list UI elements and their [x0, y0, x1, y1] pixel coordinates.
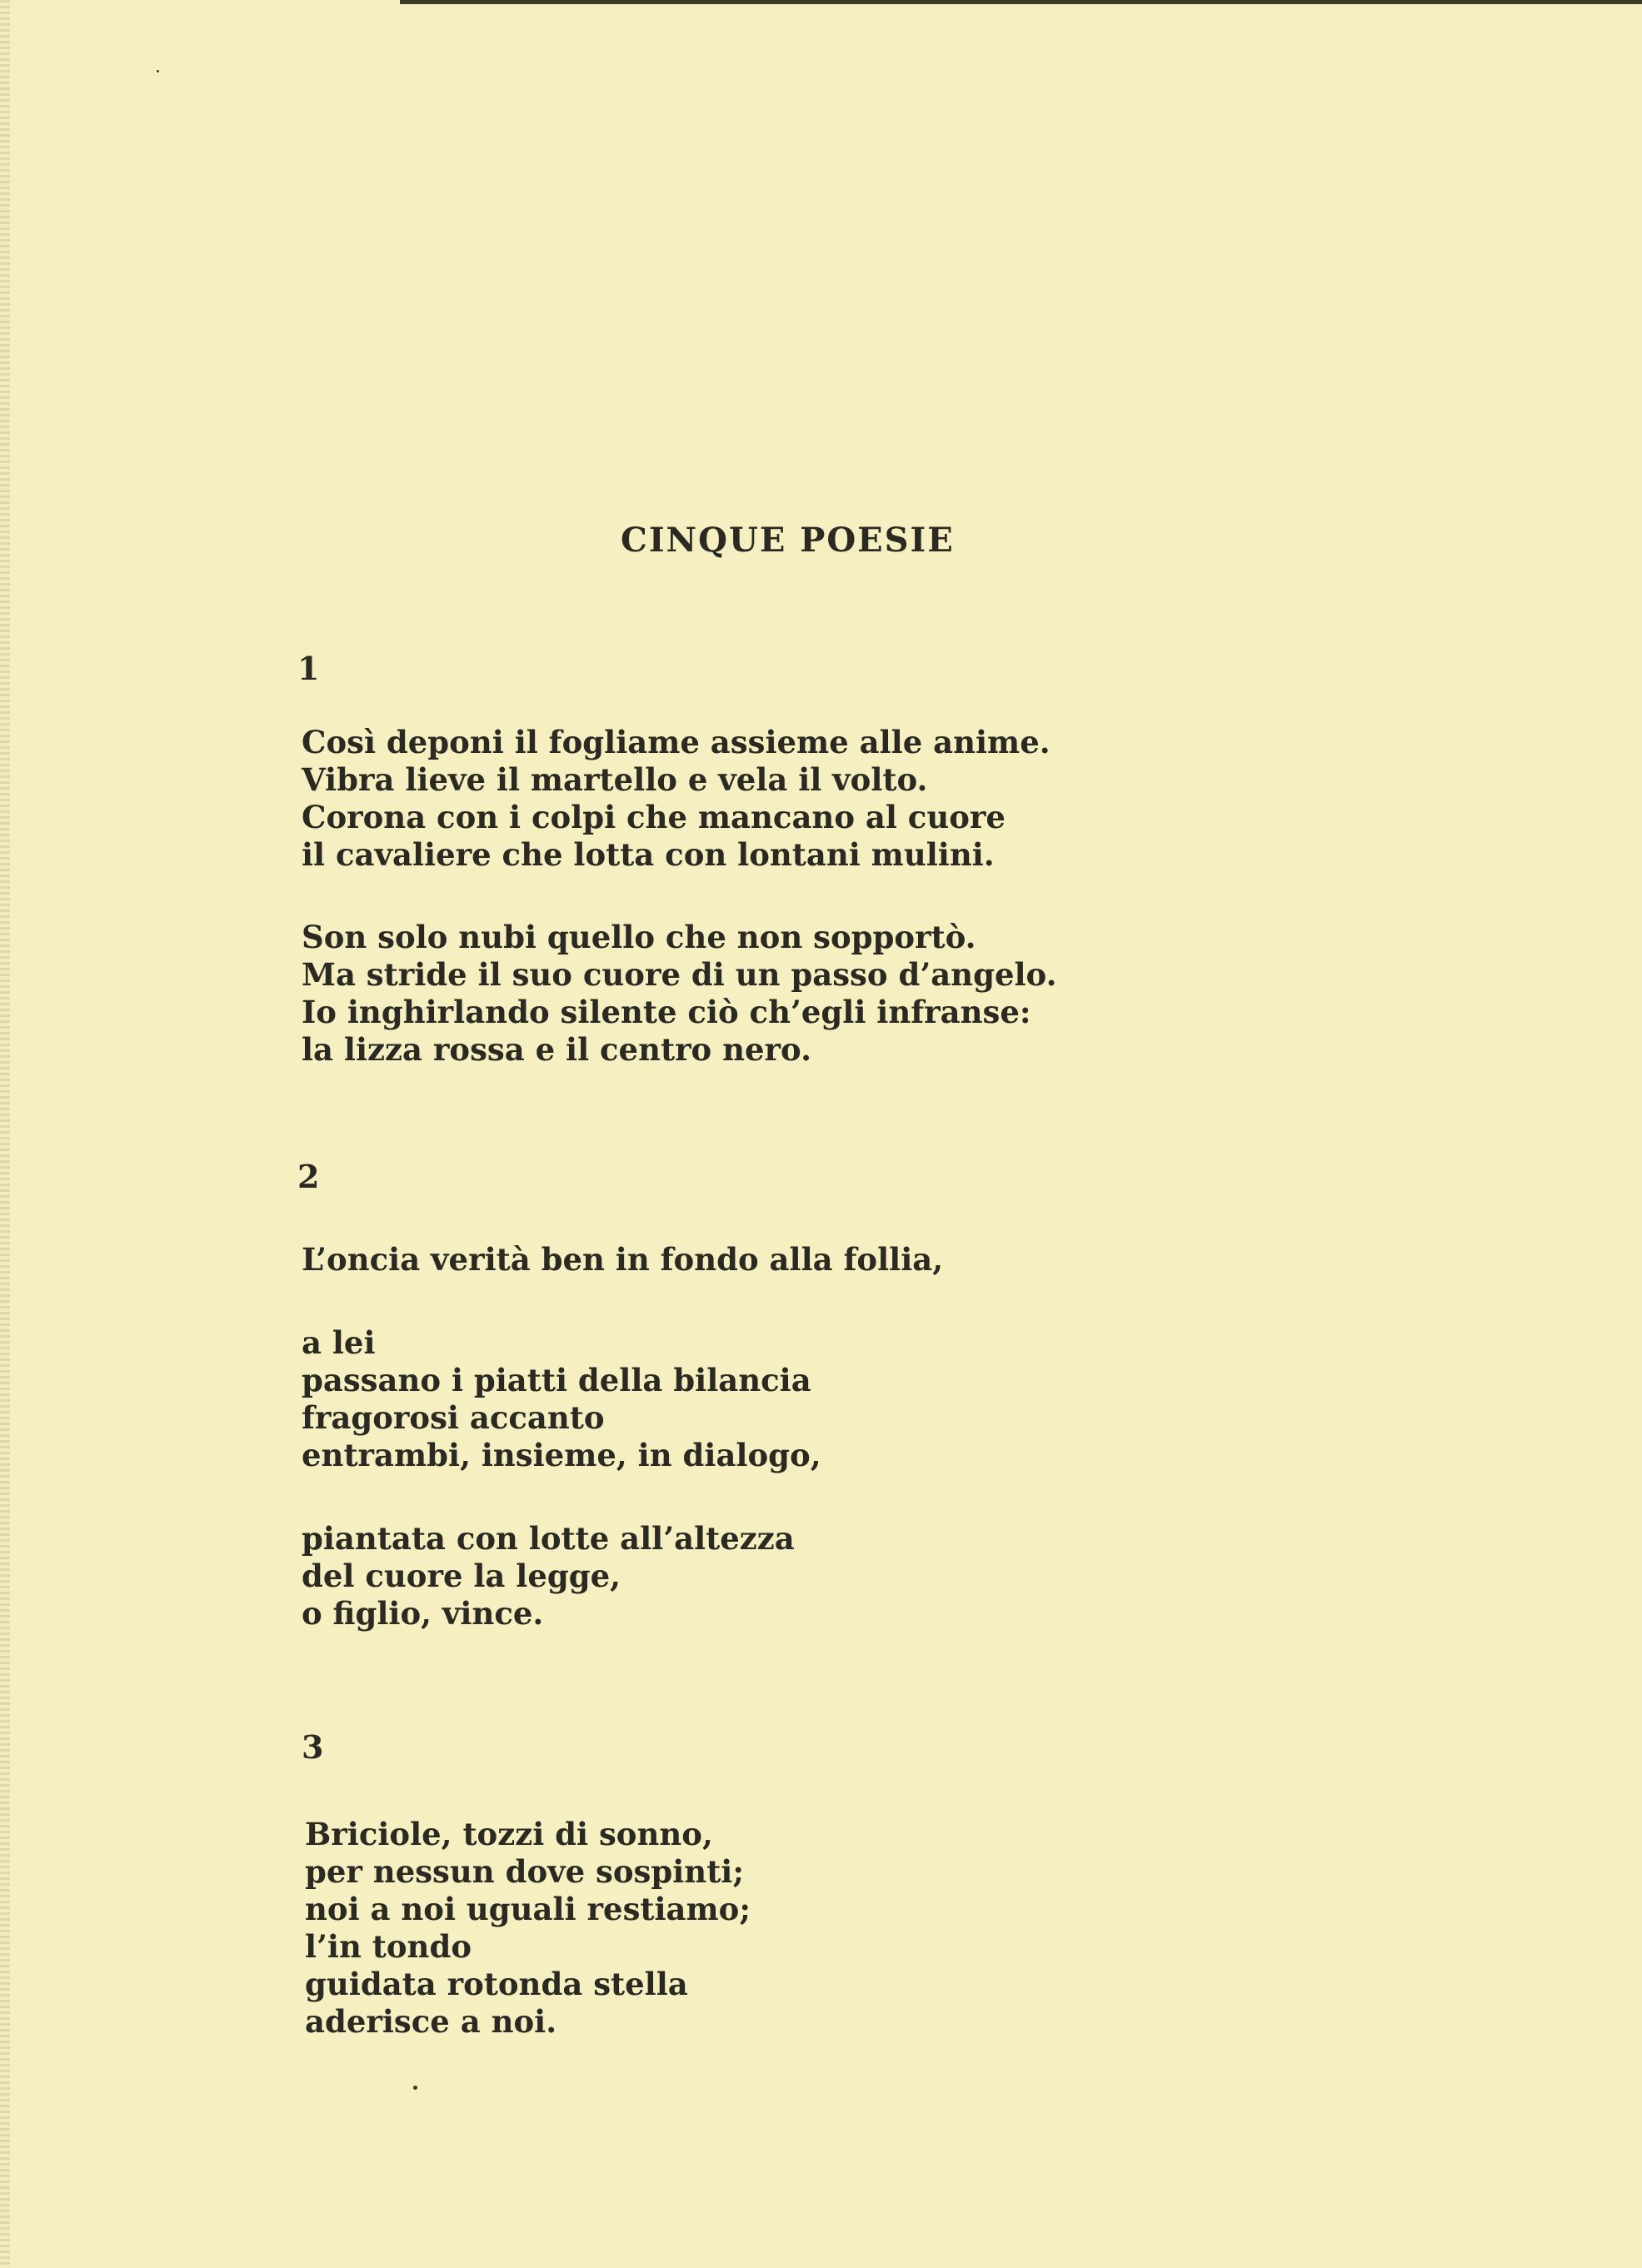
poem-line: a lei: [302, 1324, 376, 1361]
poem-number: 2: [297, 1158, 320, 1195]
ink-speck: [413, 2086, 417, 2090]
poem-line: l’in tondo: [305, 1928, 472, 1965]
page-top-edge: [400, 0, 1642, 4]
page-binding-edge: [0, 0, 10, 2268]
poem-line: entrambi, insieme, in dialogo,: [302, 1437, 821, 1473]
poem-line: per nessun dove sospinti;: [305, 1853, 745, 1890]
poem-line: Ma stride il suo cuore di un passo d’angelo.: [302, 956, 1057, 993]
poem-stanza: [302, 919, 1056, 1069]
poem-line: la lizza rossa e il centro nero.: [302, 1031, 811, 1068]
ink-speck: [157, 70, 159, 72]
poem-line: guidata rotonda stella: [305, 1966, 688, 2002]
poem-line: Vibra lieve il martello e vela il volto.: [302, 761, 928, 798]
page-title: CINQUE POESIE: [621, 521, 955, 560]
poem-stanza: [302, 1324, 821, 1474]
poem-number: 3: [302, 1728, 324, 1766]
poem-line: del cuore la legge,: [302, 1558, 621, 1594]
poem-line: piantata con lotte all’altezza: [302, 1520, 795, 1557]
poem-stanza: [305, 1816, 751, 2041]
poem-stanza: [302, 1241, 943, 1279]
poem-line: il cavaliere che lotta con lontani mulini.: [302, 836, 995, 873]
poem-line: Così deponi il fogliame assieme alle anime.: [302, 724, 1051, 760]
poem-line: Corona con i colpi che mancano al cuore: [302, 799, 1006, 835]
poem-number: 1: [297, 650, 320, 687]
poem-line: Briciole, tozzi di sonno,: [305, 1816, 713, 1852]
poem-line: passano i piatti della bilancia: [302, 1362, 811, 1398]
poem-line: Io inghirlando silente ciò ch’egli infranse:: [302, 994, 1031, 1030]
poem-line: fragorosi accanto: [302, 1399, 605, 1436]
poem-line: Son solo nubi quello che non sopportò.: [302, 919, 976, 955]
poem-line: o figlio, vince.: [302, 1595, 544, 1632]
poem-line: aderisce a noi.: [305, 2003, 557, 2040]
poem-stanza: [302, 1520, 795, 1632]
poem-stanza: [302, 724, 1051, 874]
poem-line: noi a noi uguali restiamo;: [305, 1891, 751, 1927]
poem-line: L’oncia verità ben in fondo alla follia,: [302, 1241, 944, 1278]
